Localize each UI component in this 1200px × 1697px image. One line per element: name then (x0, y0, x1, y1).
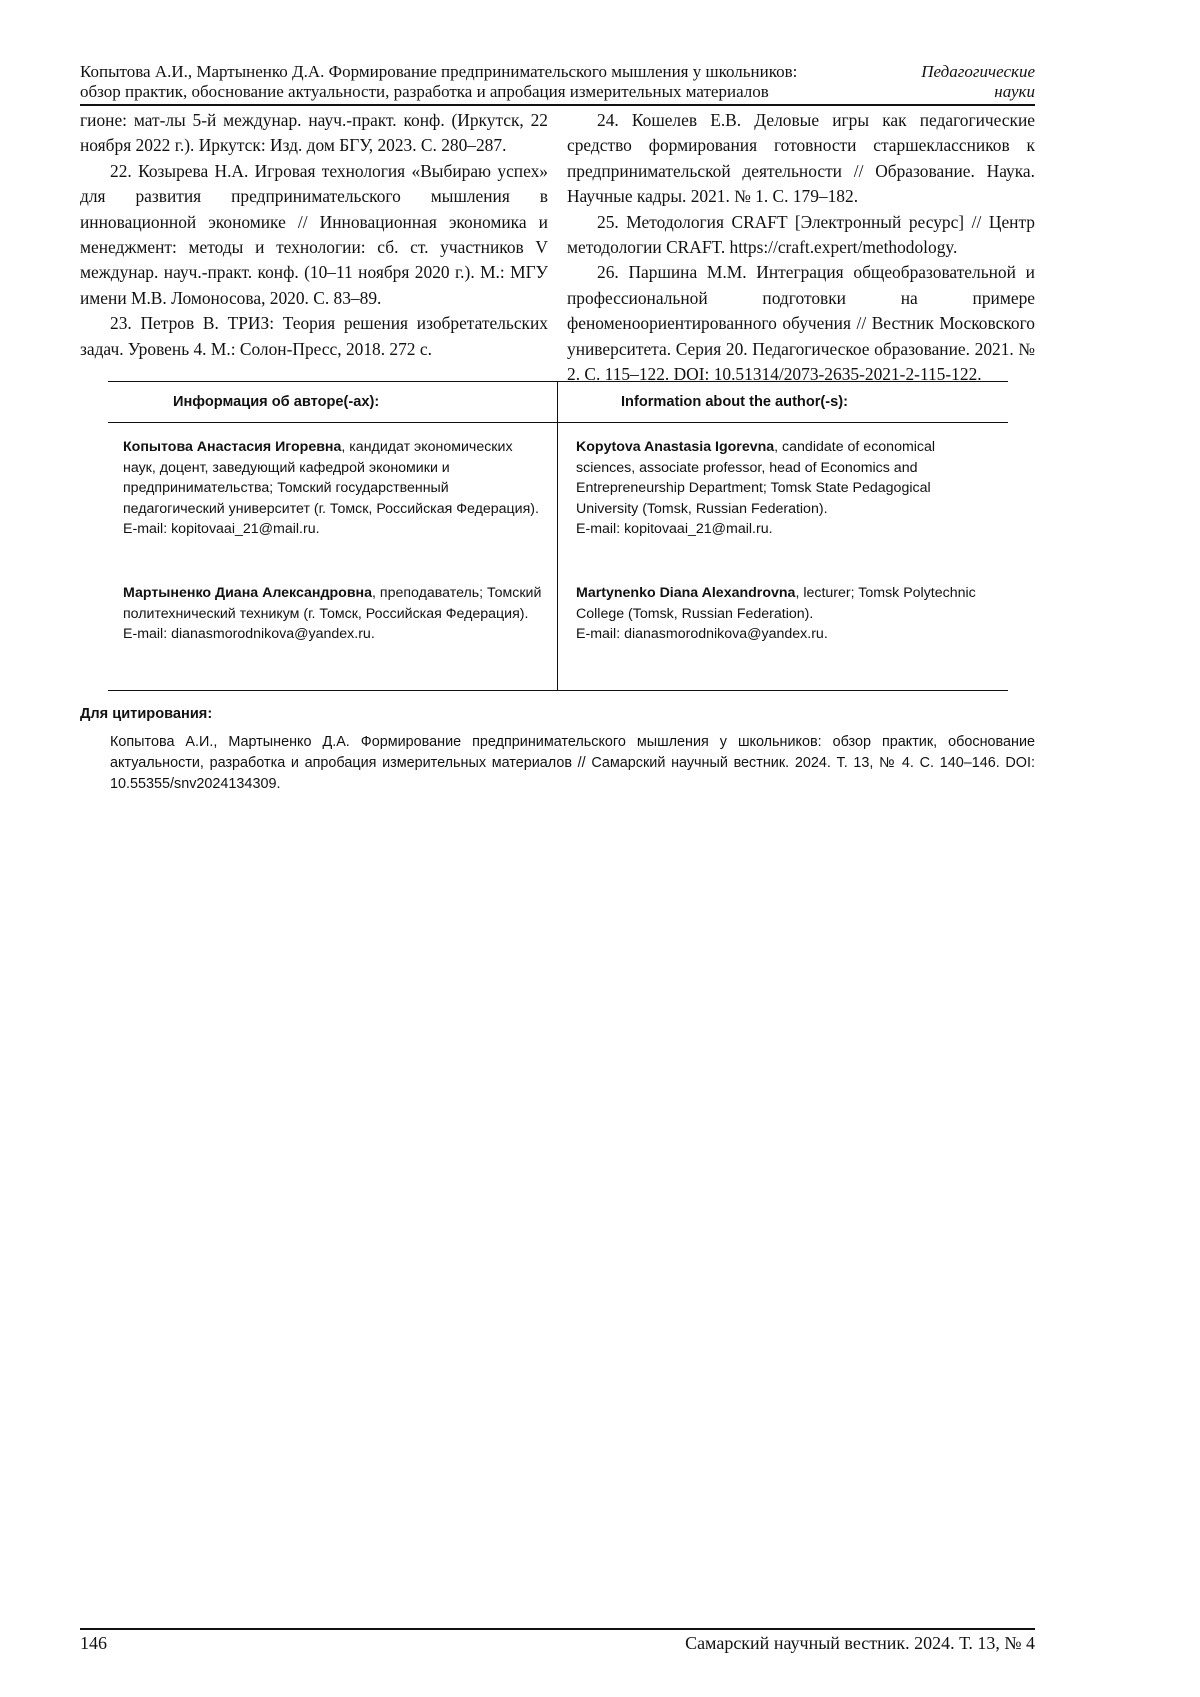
reference-25: 25. Методология CRAFT [Электронный ресурс] // Центр методологии CRAFT. https://craft.expert/methodology. (567, 210, 1035, 261)
author-1-ru-email: E-mail: kopitovaai_21@mail.ru. (123, 521, 320, 537)
author-1-en-name: Kopytova Anastasia Igorevna (576, 439, 774, 455)
footer-rule (80, 1628, 1035, 1630)
author-2-en-info: , lecturer; Tomsk Polytechnic College (Tomsk, Russian Federation). (576, 585, 976, 622)
table-header-divider (108, 422, 1008, 423)
author-2-ru-name: Мартыненко Диана Александровна (123, 585, 372, 601)
running-head-rule (80, 104, 1035, 106)
citation-text: Копытова А.И., Мартыненко Д.А. Формирование предпринимательского мышления у школьников: обзор практик, обоснование актуальности, разработка и апробация измерительных материалов // Самарский научный вестник. 2024. Т. 13, № 4. С. 140–146. DOI: 10.55355/snv2024134309. (110, 732, 1035, 794)
running-head-line-2: обзор практик, обоснование актуальности, разработка и апробация измерительных материалов (80, 82, 880, 102)
author-1-ru (123, 437, 543, 540)
author-info-header-en: Information about the author(-s): (621, 394, 848, 410)
author-2-ru-info: , преподаватель; Томский политехнический техникум (г. Томск, Российская Федерация). (123, 585, 541, 622)
running-head-article (80, 62, 880, 102)
author-1-ru-info: , кандидат экономических наук, доцент, заведующий кафедрой экономики и предпринимательства; Томский государственный педагогический университет (г. Томск, Российская Федерация). (123, 439, 539, 517)
running-head-section (921, 62, 1035, 102)
author-1-en-email: E-mail: kopitovaai_21@mail.ru. (576, 521, 773, 537)
author-2-en-name: Martynenko Diana Alexandrovna (576, 585, 795, 601)
reference-23: 23. Петров В. ТРИЗ: Теория решения изобретательских задач. Уровень 4. М.: Солон-Пресс, 2018. 272 с. (80, 311, 548, 362)
page-number: 146 (80, 1633, 107, 1654)
author-2-ru (123, 583, 543, 645)
author-2-ru-email: E-mail: dianasmorodnikova@yandex.ru. (123, 626, 375, 642)
author-2-en-email: E-mail: dianasmorodnikova@yandex.ru. (576, 626, 828, 642)
author-1-en-info: , candidate of economical sciences, associate professor, head of Economics and Entrepreneurship Department; Tomsk State Pedagogical University (Tomsk, Russian Federation). (576, 439, 935, 517)
author-info-header-ru: Информация об авторе(-ах): (173, 394, 379, 410)
reference-24: 24. Кошелев Е.В. Деловые игры как педагогические средство формирования готовности старшеклассников к предпринимательской деятельности // Образование. Наука. Научные кадры. 2021. № 1. С. 179–182. (567, 108, 1035, 210)
table-column-divider (557, 382, 558, 690)
running-head-section-line-1: Педагогические (921, 62, 1035, 82)
footer-journal: Самарский научный вестник. 2024. Т. 13, № 4 (685, 1633, 1035, 1654)
reference-26: 26. Паршина М.М. Интеграция общеобразовательной и профессиональной подготовки на примере феноменоориентированного обучения // Вестник Московского университета. Серия 20. Педагогическое образование. 2021. № 2. С. 115–122. DOI: 10.51314/2073-2635-2021-2-115-122. (567, 260, 1035, 387)
author-2-en (576, 583, 996, 645)
author-1-en (576, 437, 996, 540)
running-head-section-line-2: науки (921, 82, 1035, 102)
citation-title: Для цитирования: (80, 706, 212, 722)
references-left-column (80, 108, 548, 362)
references-right-column (567, 108, 1035, 387)
author-1-ru-name: Копытова Анастасия Игоревна (123, 439, 341, 455)
author-info-table (108, 381, 1008, 691)
reference-22: 22. Козырева Н.А. Игровая технология «Выбираю успех» для развития предпринимательского мышления в инновационной экономике // Инновационная экономика и менеджмент: методы и технологии: сб. ст. участников V междунар. науч.-практ. конф. (10–11 ноября 2020 г.). М.: МГУ имени М.В. Ломоносова, 2020. С. 83–89. (80, 159, 548, 311)
running-head-line-1: Копытова А.И., Мартыненко Д.А. Формирование предпринимательского мышления у школьников: (80, 62, 880, 82)
reference-21-continuation: гионе: мат-лы 5-й междунар. науч.-практ. конф. (Иркутск, 22 ноября 2022 г.). Иркутск: Изд. дом БГУ, 2023. С. 280–287. (80, 108, 548, 159)
